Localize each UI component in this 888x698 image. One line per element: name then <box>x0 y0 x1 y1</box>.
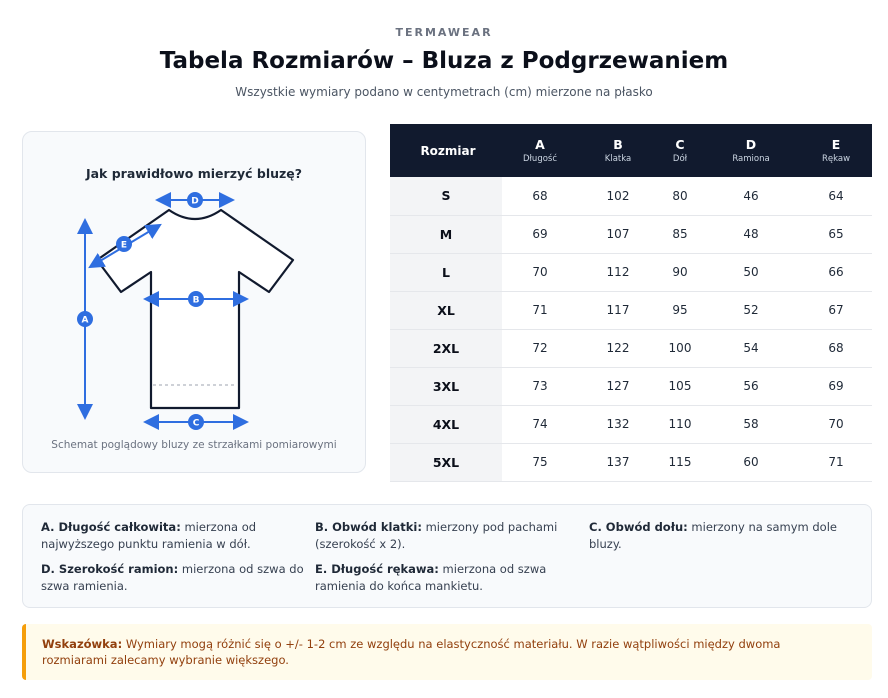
legend-item-a: A. Długość całkowita: mierzona od najwyższego punktu ramienia w dół. <box>41 520 257 551</box>
tip-box <box>22 624 872 680</box>
table-header-row <box>390 124 872 177</box>
diagram-title: Jak prawidłowo mierzyć bluzę? <box>85 166 303 181</box>
legend-item-b: B. Obwód klatki: mierzony pod pachami (szerokość x 2). <box>315 520 558 551</box>
table-row <box>390 177 872 215</box>
table-row <box>390 443 872 481</box>
diagram-caption: Schemat poglądowy bluzy ze strzałkami pomiarowymi <box>51 439 337 451</box>
table-row <box>390 253 872 291</box>
measurement-cell: 66 <box>800 253 872 291</box>
measurement-cell: 74 <box>502 405 578 443</box>
measurement-cell: 71 <box>502 291 578 329</box>
marker-b-label: B <box>192 295 200 306</box>
measurement-cell: 50 <box>702 253 800 291</box>
table-row <box>390 367 872 405</box>
measurement-cell: 60 <box>702 443 800 481</box>
marker-e-label: E <box>120 240 128 251</box>
measurement-cell: 67 <box>800 291 872 329</box>
size-label-cell: M <box>390 215 502 253</box>
measurement-cell: 132 <box>578 405 658 443</box>
column-header-d: D Ramiona <box>702 124 800 177</box>
column-header-e: E Rękaw <box>800 124 872 177</box>
measurement-cell: 69 <box>502 215 578 253</box>
brand-name: TERMAWEAR <box>395 26 493 39</box>
measurement-cell: 48 <box>702 215 800 253</box>
measurement-cell: 58 <box>702 405 800 443</box>
legend-item-d: D. Szerokość ramion: mierzona od szwa do szwa ramienia. <box>41 562 304 593</box>
column-header-b: B Klatka <box>578 124 658 177</box>
measurement-cell: 52 <box>702 291 800 329</box>
measurement-cell: 69 <box>800 367 872 405</box>
measurement-cell: 105 <box>658 367 702 405</box>
measurement-cell: 73 <box>502 367 578 405</box>
table-row <box>390 405 872 443</box>
measurement-cell: 56 <box>702 367 800 405</box>
size-label-cell: 5XL <box>390 443 502 481</box>
column-header-c: C Dół <box>658 124 702 177</box>
legend-item-c: C. Obwód dołu: mierzony na samym dole bluzy. <box>589 520 837 551</box>
table-row <box>390 215 872 253</box>
measurement-diagram-card <box>22 131 366 473</box>
measurement-cell: 71 <box>800 443 872 481</box>
measurement-cell: 54 <box>702 329 800 367</box>
measurement-cell: 95 <box>658 291 702 329</box>
measurement-cell: 75 <box>502 443 578 481</box>
size-label-cell: L <box>390 253 502 291</box>
measurement-cell: 117 <box>578 291 658 329</box>
marker-c-label: C <box>192 418 200 429</box>
measurement-cell: 70 <box>800 405 872 443</box>
measurement-cell: 112 <box>578 253 658 291</box>
table-row <box>390 329 872 367</box>
measurement-cell: 70 <box>502 253 578 291</box>
measurement-cell: 72 <box>502 329 578 367</box>
column-header-size: Rozmiar <box>390 124 502 177</box>
size-label-cell: 2XL <box>390 329 502 367</box>
tip-text: Wskazówka: Wymiary mogą różnić się o +/- 1-2 cm ze względu na elastyczność materiału. W razie wątpliwości między dwoma rozmiarami zalecamy wybranie większego. <box>42 637 781 667</box>
size-table <box>390 124 872 482</box>
size-label-cell: 3XL <box>390 367 502 405</box>
measurement-cell: 80 <box>658 177 702 215</box>
measurement-cell: 107 <box>578 215 658 253</box>
sweatshirt-diagram <box>23 132 367 474</box>
page-title: Tabela Rozmiarów – Bluza z Podgrzewaniem <box>159 48 729 74</box>
size-label-cell: 4XL <box>390 405 502 443</box>
measurement-cell: 90 <box>658 253 702 291</box>
size-label-cell: XL <box>390 291 502 329</box>
legend-item-e: E. Długość rękawa: mierzona od szwa ramienia do końca mankietu. <box>315 562 547 593</box>
marker-a-label: A <box>81 315 89 326</box>
measurement-cell: 68 <box>502 177 578 215</box>
measurement-cell: 127 <box>578 367 658 405</box>
size-label-cell: S <box>390 177 502 215</box>
measurement-cell: 100 <box>658 329 702 367</box>
measurement-cell: 122 <box>578 329 658 367</box>
marker-d-label: D <box>191 196 199 207</box>
measurement-cell: 46 <box>702 177 800 215</box>
table-row <box>390 291 872 329</box>
measurement-cell: 65 <box>800 215 872 253</box>
measurement-legend <box>22 504 872 608</box>
measurement-cell: 85 <box>658 215 702 253</box>
measurement-cell: 102 <box>578 177 658 215</box>
measurement-cell: 68 <box>800 329 872 367</box>
measurement-cell: 115 <box>658 443 702 481</box>
measurement-cell: 64 <box>800 177 872 215</box>
measurement-cell: 137 <box>578 443 658 481</box>
column-header-a: A Długość <box>502 124 578 177</box>
measurement-cell: 110 <box>658 405 702 443</box>
page-subtitle: Wszystkie wymiary podano w centymetrach (cm) mierzone na płasko <box>235 85 653 99</box>
